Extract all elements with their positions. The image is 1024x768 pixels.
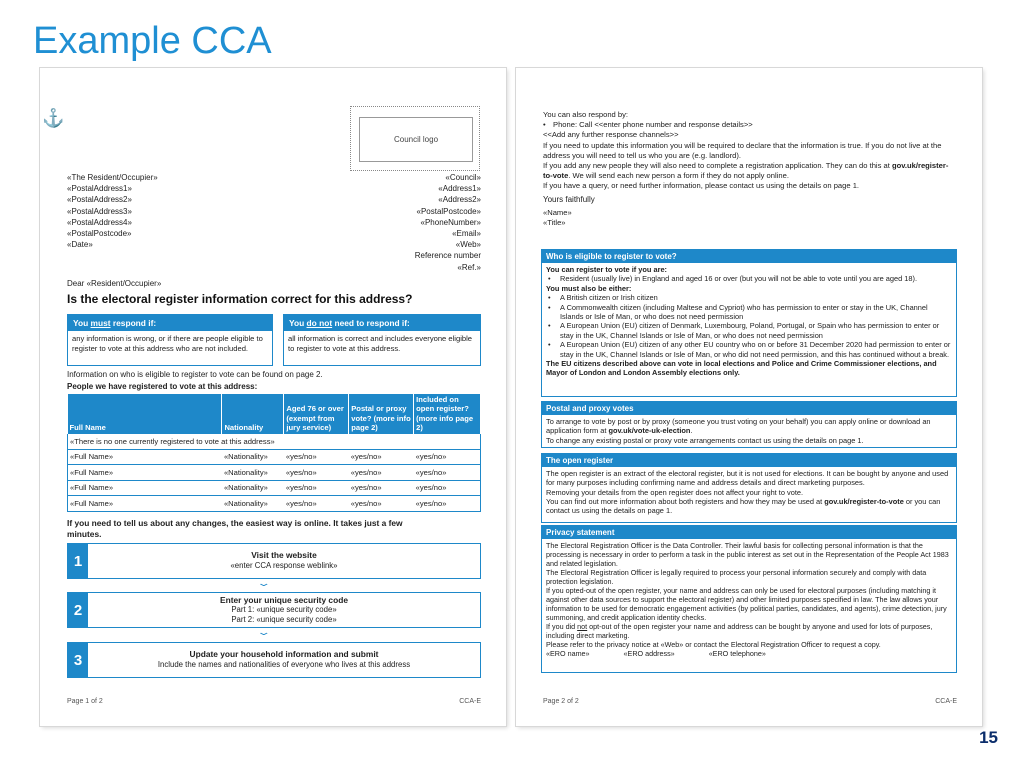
table-cell: «yes/no»: [284, 449, 349, 465]
phone-option: • Phone: Call <<enter phone number and response details>>: [543, 120, 753, 130]
recipient-address: [67, 172, 158, 250]
table-cell: «yes/no»: [349, 465, 414, 481]
privacy-paragraph: The Electoral Registration Officer is the Data Controller. Their lawful basis for collecting personal information is that the processing is necessary in order to perform a task in the public interest as set out in the Representation of the People Act 1983 and related legislation.: [546, 541, 949, 568]
slide-number: 15: [979, 728, 998, 747]
salutation: Dear «Resident/Occupier»: [67, 279, 162, 288]
page-footer-number: Page 1 of 2: [67, 698, 103, 705]
table-cell: «yes/no»: [284, 480, 349, 496]
table-cell: «yes/no»: [349, 496, 414, 512]
table-cell: «Full Name»: [68, 496, 222, 512]
section-header: Postal and proxy votes: [542, 402, 956, 415]
step-number: 1: [68, 544, 88, 578]
table-cell: «Nationality»: [222, 465, 284, 481]
slide-title: Example CCA: [33, 20, 272, 62]
privacy-paragraph: If you opted-out of the open register, your name and address can only be used for electoral purposes (including matching it against other data sources to support the electoral register) and other limited purposes specified in law. The law allows your information to be used for democratic engagement activities (by political parties, candidates, and agents), crime detection, jury summoning, and credit application identity checks.: [546, 586, 947, 622]
table-cell: «yes/no»: [414, 480, 481, 496]
step-description: Include the names and nationalities of everyone who lives at this address: [157, 660, 411, 669]
council-logo: Council logo: [359, 117, 473, 162]
step-title: Visit the website: [251, 550, 317, 561]
anchor-icon: ⚓: [42, 108, 65, 128]
ero-details: [546, 649, 952, 658]
table-row: [68, 496, 481, 512]
table-cell: «yes/no»: [414, 449, 481, 465]
eligibility-info: Information on who is eligible to register to vote can be found on page 2.: [67, 370, 323, 379]
security-code-part1: Part 1: «unique security code»: [231, 605, 337, 615]
table-cell: «yes/no»: [284, 496, 349, 512]
section-header: The open register: [542, 454, 956, 467]
table-cell: «Full Name»: [68, 465, 222, 481]
no-need-box: [283, 314, 481, 366]
postal-apply-line: To arrange to vote by post or by proxy (someone you trust voting on your behalf) you can apply online or download an application form at gov.uk/vote-uk-election.: [546, 417, 931, 436]
open-register-text: The open register is an extract of the electoral register, but it is not used for elections. It can be bought by anyone and used for many purposes including confirming name and address details and direct marketing purposes.: [546, 469, 949, 488]
table-cell: «Nationality»: [222, 449, 284, 465]
list-item: • A European Union (EU) citizen of Denmark, Luxembourg, Poland, Portugal, or Spain who has permission to enter or stay in the UK, Channel Islands or Isle of Man, or who does not need permission: [546, 321, 952, 340]
table-row: [68, 465, 481, 481]
table-cell: «yes/no»: [414, 465, 481, 481]
section-header: Who is eligible to register to vote?: [542, 250, 956, 263]
query-paragraph: If you have a query, or need further information, please contact us using the details on page 1.: [543, 181, 860, 191]
address-line: «PostalAddress2»: [67, 195, 132, 205]
eligibility-section: [541, 249, 957, 397]
column-header: Aged 76 or over (exempt from jury service): [284, 394, 349, 434]
page-footer-code: CCA-E: [459, 698, 481, 705]
sign-off: Yours faithfully: [543, 194, 595, 204]
signatory-title: «Title»: [543, 218, 566, 228]
page-footer-number: Page 2 of 2: [543, 698, 579, 705]
step-number: 3: [68, 643, 88, 677]
address-line: «Address2»: [438, 195, 481, 205]
further-channels: <<Add any further response channels>>: [543, 130, 679, 140]
table-row: [68, 480, 481, 496]
privacy-paragraph: If you did not opt-out of the open register your name and address can be bought by anyone and used for lots of purposes, including direct marketing.: [546, 622, 933, 640]
no-need-body: all information is correct and includes everyone eligible to register to vote at this address.: [288, 334, 473, 353]
address-line: «The Resident/Occupier»: [67, 173, 158, 182]
table-cell: «Full Name»: [68, 449, 222, 465]
chevron-down-icon: ⌄: [256, 627, 272, 637]
table-cell: «yes/no»: [414, 496, 481, 512]
column-header: Included on open register? (more info page 2): [414, 394, 481, 434]
step-3: [67, 642, 481, 678]
must-respond-body: any information is wrong, or if there are people eligible to register to vote at this address who are not included.: [72, 334, 263, 353]
column-header: Full Name: [68, 394, 222, 434]
address-line: «PostalAddress4»: [67, 217, 132, 227]
security-code-part2: Part 2: «unique security code»: [231, 614, 337, 624]
register-table: [67, 394, 481, 512]
address-line: «Email»: [452, 229, 481, 239]
open-register-more: You can find out more information about both registers and how they may be used at gov.uk/register-to-vote or you can contact us using the details on page 1.: [546, 496, 941, 516]
privacy-paragraph: The Electoral Registration Officer is legally required to process your personal information securely and comply with data protection legislation.: [546, 568, 927, 586]
address-line: «Council»: [445, 173, 481, 182]
address-line: «PostalAddress3»: [67, 206, 132, 216]
open-register-section: [541, 453, 957, 523]
page-footer-code: CCA-E: [935, 698, 957, 705]
address-line: «PhoneNumber»: [420, 217, 481, 227]
page-heading: Is the electoral register information correct for this address?: [67, 292, 413, 306]
document-page-2: [516, 68, 982, 726]
step-1: [67, 543, 481, 579]
respond-by-label: You can also respond by:: [543, 110, 628, 119]
ero-name: «ERO name»: [546, 649, 590, 658]
postal-proxy-section: [541, 401, 957, 448]
eu-citizens-note: The EU citizens described above can vote in local elections and Police and Crime Commissioner elections, and Mayor of London and London Assembly elections only.: [546, 359, 937, 378]
must-respond-box: [67, 314, 273, 366]
table-cell: «yes/no»: [349, 449, 414, 465]
can-register-label: You can register to vote if you are:: [546, 265, 668, 274]
respond-options: [543, 110, 958, 228]
online-update-note: If you need to tell us about any changes, the easiest way is online. It takes just a few minutes.: [67, 518, 403, 539]
postal-change-line: To change any existing postal or proxy vote arrangements contact us using the details on page 1.: [546, 435, 864, 445]
no-need-title: You do not need to respond if:: [284, 315, 480, 331]
address-line: «PostalAddress1»: [67, 184, 132, 194]
logo-area: [350, 106, 480, 171]
address-line: «Web»: [455, 240, 481, 250]
must-respond-title: You must respond if:: [68, 315, 272, 331]
step-title: Update your household information and submit: [189, 649, 379, 660]
document-page-1: [40, 68, 506, 726]
table-cell: «Nationality»: [222, 496, 284, 512]
privacy-section: [541, 525, 957, 673]
step-number: 2: [68, 593, 88, 627]
table-row: [68, 434, 481, 450]
must-be-label: You must also be either:: [546, 283, 632, 293]
reference-value: «Ref.»: [457, 262, 481, 272]
step-title: Enter your unique security code: [220, 594, 348, 605]
privacy-paragraph: Please refer to the privacy notice at «Web» or contact the Electoral Registration Officer to request a copy.: [546, 640, 881, 649]
step-weblink: «enter CCA response weblink»: [230, 561, 338, 570]
reference-label: Reference number: [414, 251, 481, 261]
list-item: • A Commonwealth citizen (including Maltese and Cypriot) who has permission to enter or stay in the UK, Channel Islands or Isle of Man, or who does not need permission: [546, 303, 952, 322]
table-cell: «yes/no»: [284, 465, 349, 481]
no-one-note: «There is no one currently registered to vote at this address»: [68, 434, 481, 450]
column-header: Postal or proxy vote? (more info page 2): [349, 394, 414, 434]
table-header: [68, 394, 481, 434]
chevron-down-icon: ⌄: [256, 578, 272, 588]
column-header: Nationality: [222, 394, 284, 434]
step-2: [67, 592, 481, 628]
table-cell: «Full Name»: [68, 480, 222, 496]
table-cell: «Nationality»: [222, 480, 284, 496]
council-address: [415, 172, 481, 273]
new-people-paragraph: If you add any new people they will also need to complete a registration application. They can do this at gov.uk/register-to-vote. We will send each new person a form if they do not apply online.: [543, 161, 949, 181]
declaration-paragraph: If you need to update this information you will be required to declare that the information is true. If you do not live at the address you will need to tell us who you are (e.g. landlord).: [543, 140, 942, 160]
ero-telephone: «ERO telephone»: [708, 649, 766, 658]
list-item: • Resident (usually live) in England and aged 16 or over (but you will not be able to vote until you are aged 18).: [546, 274, 952, 283]
registered-people-title: People we have registered to vote at this address:: [67, 382, 258, 391]
address-line: «Address1»: [438, 184, 481, 194]
address-line: «PostalPostcode»: [416, 206, 481, 216]
table-row: [68, 449, 481, 465]
list-item: • A British citizen or Irish citizen: [546, 293, 952, 302]
list-item: • A European Union (EU) citizen of any other EU country who on or before 31 December 2020 had permission to enter or stay in the UK, Channel Islands or Isle of Man, or who did not need permission, and this has continued without a break.: [546, 340, 952, 359]
address-line: «PostalPostcode»: [67, 229, 132, 239]
section-header: Privacy statement: [542, 526, 956, 539]
signatory-name: «Name»: [543, 207, 572, 217]
date-field: «Date»: [67, 240, 93, 250]
ero-address: «ERO address»: [623, 649, 675, 658]
table-cell: «yes/no»: [349, 480, 414, 496]
open-register-text: Removing your details from the open register does not affect your right to vote.: [546, 487, 804, 497]
